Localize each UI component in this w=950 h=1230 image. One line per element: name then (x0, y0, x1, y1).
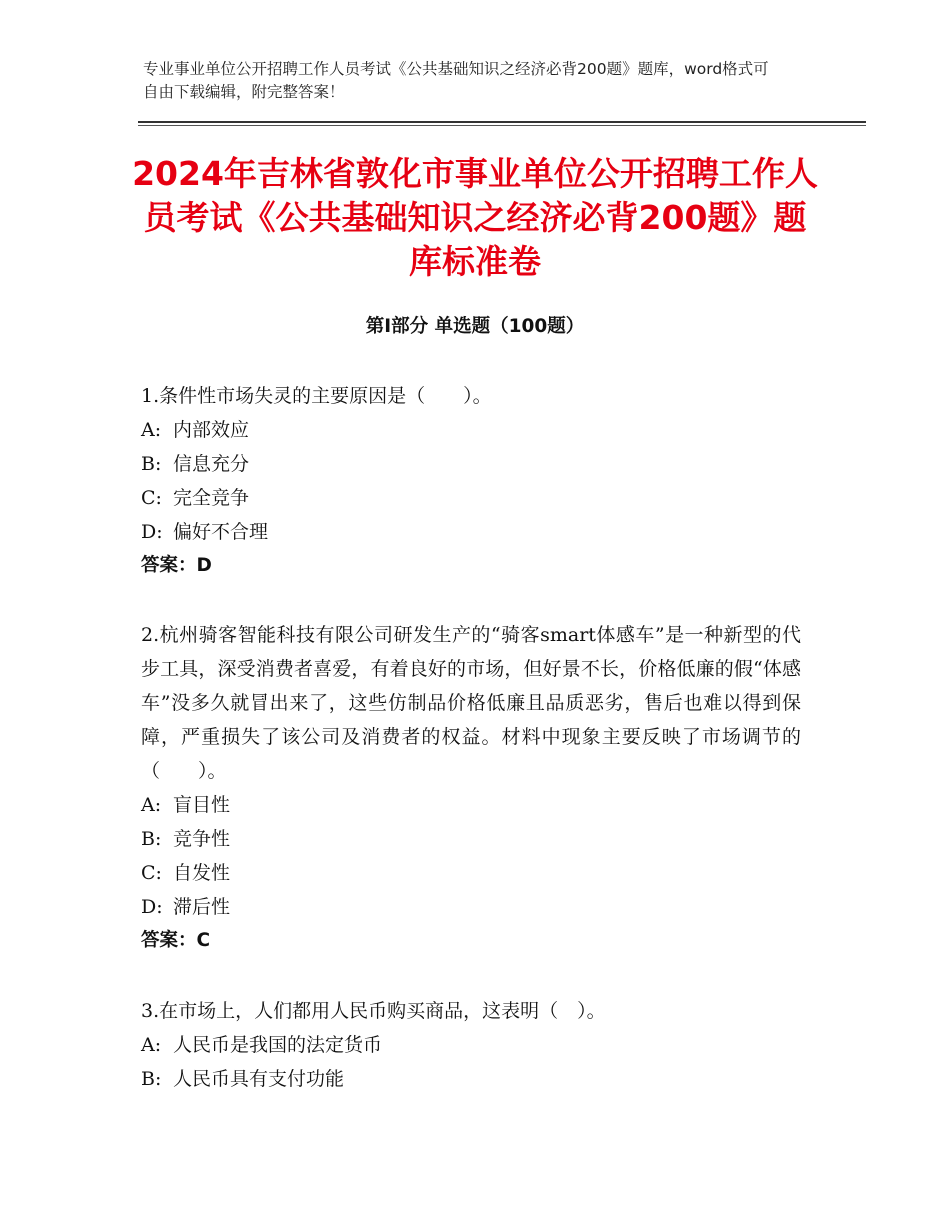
option-a (141, 788, 801, 822)
section-heading: 第Ⅰ部分 单选题（100题） (365, 316, 585, 337)
question-text: 1.条件性市场失灵的主要原因是（ ）。 (141, 385, 492, 407)
header-divider-thick (138, 121, 866, 123)
option-c (141, 481, 801, 515)
option-letter: C: (141, 862, 162, 884)
option-a (141, 1028, 801, 1062)
option-letter: A: (141, 1034, 162, 1056)
option-letter: A: (141, 419, 162, 441)
option-text: 内部效应 (173, 419, 250, 441)
option-text: 信息充分 (173, 453, 250, 475)
question-3 (141, 994, 801, 1096)
option-text: 竞争性 (173, 828, 231, 850)
option-letter: D: (141, 521, 163, 543)
option-c (141, 856, 801, 890)
option-b (141, 447, 801, 481)
header-divider-thin (138, 125, 866, 126)
answer-label: 答案：D (141, 555, 212, 576)
option-b (141, 822, 801, 856)
answer-label: 答案：C (141, 930, 211, 951)
option-b (141, 1062, 801, 1096)
option-text: 滞后性 (173, 896, 231, 918)
option-text: 偏好不合理 (173, 521, 269, 543)
option-d (141, 890, 801, 924)
option-letter: B: (141, 453, 162, 475)
option-letter: A: (141, 794, 162, 816)
option-text: 完全竞争 (173, 487, 250, 509)
question-text: 3.在市场上，人们都用人民币购买商品，这表明（ ）。 (141, 1000, 606, 1022)
option-letter: D: (141, 896, 163, 918)
question-text: 2.杭州骑客智能科技有限公司研发生产的“骑客smart体感车”是一种新型的代步工具，深受消费者喜爱，有着良好的市场，但好景不长，价格低廉的假“体感车”没多久就冒出来了，这些仿制品价格低廉且品质恶劣，售后也难以得到保障，严重损失了该公司及消费者的权益。材料中现象主要反映了市场调节的（ ）。 (141, 624, 801, 782)
question-2 (141, 618, 801, 958)
option-text: 人民币是我国的法定货币 (173, 1034, 383, 1056)
option-letter: B: (141, 1068, 162, 1090)
option-letter: B: (141, 828, 162, 850)
option-letter: C: (141, 487, 162, 509)
option-a (141, 413, 801, 447)
document-title: 2024年吉林省敦化市事业单位公开招聘工作人员考试《公共基础知识之经济必背200题》题库标准卷 (132, 154, 818, 281)
question-1 (141, 379, 801, 583)
option-text: 人民币具有支付功能 (173, 1068, 345, 1090)
header-note: 专业事业单位公开招聘工作人员考试《公共基础知识之经济必背200题》题库，word格式可自由下载编辑，附完整答案！ (143, 60, 769, 101)
option-d (141, 515, 801, 549)
option-text: 自发性 (173, 862, 231, 884)
option-text: 盲目性 (173, 794, 231, 816)
